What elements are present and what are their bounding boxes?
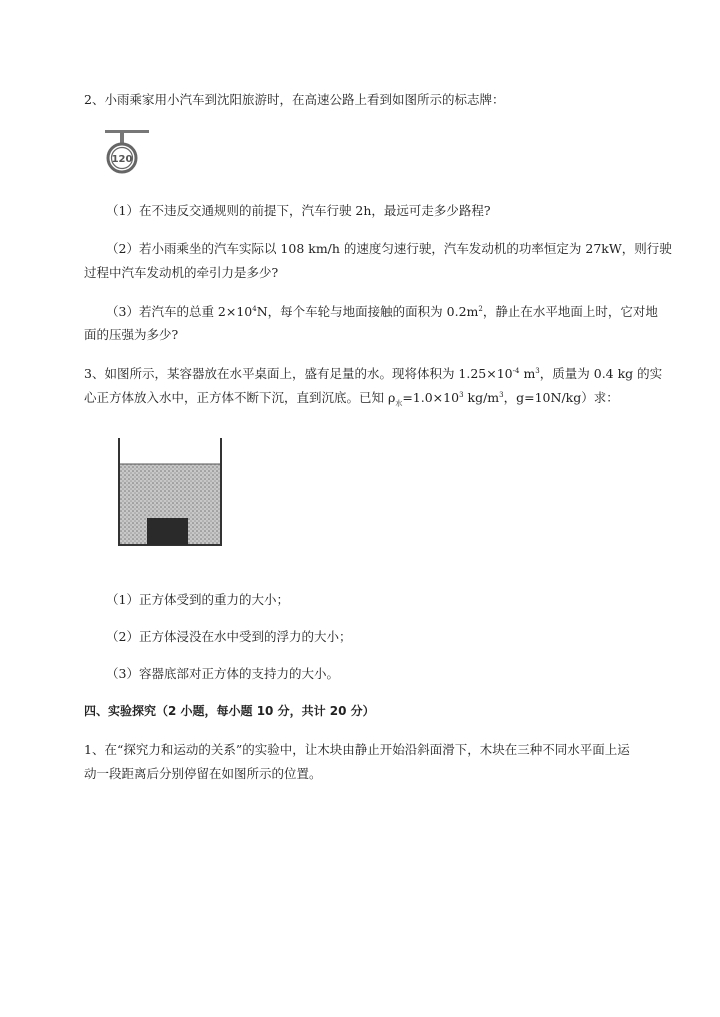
text: N，每个车轮与地面接触的面积为 0.2m: [256, 304, 479, 319]
exponent: 3: [499, 390, 504, 399]
text: 心正方体放入水中，正方体不断下沉，直到沉底。已知 ρ: [84, 390, 396, 405]
q3-stem-line1: [84, 364, 662, 382]
speed-limit-sign-figure: [104, 128, 150, 176]
q3-part3: （3）容器底部对正方体的支持力的大小。: [106, 666, 339, 681]
speed-limit-value: 120: [111, 154, 133, 165]
q2-part1: （1）在不违反交通规则的前提下，汽车行驶 2h，最远可走多少路程?: [106, 203, 491, 218]
container-with-cube-figure: [116, 438, 224, 548]
text: m: [519, 366, 536, 381]
q2-part3-line1: [106, 302, 658, 320]
text: =1.0×10: [402, 390, 460, 405]
text: 3、如图所示，某容器放在水平桌面上，盛有足量的水。现将体积为 1.25×10: [84, 366, 513, 381]
exponent: 3: [535, 366, 540, 375]
text: ，g=10N/kg）求：: [503, 390, 619, 405]
cube: [147, 518, 188, 545]
subscript: 水: [395, 399, 403, 408]
exponent: 3: [459, 390, 464, 399]
q2-part2-line1: （2）若小雨乘坐的汽车实际以 108 km/h 的速度匀速行驶，汽车发动机的功率恒定为 27kW，则行驶: [106, 241, 672, 256]
section-heading: 四、实验探究（2 小题，每小题 10 分，共计 20 分）: [84, 704, 375, 718]
q3-stem-line2: [84, 388, 619, 409]
text: ，质量为 0.4 kg 的实: [539, 366, 663, 381]
q2-stem: 2、小雨乘家用小汽车到沈阳旅游时，在高速公路上看到如图所示的标志牌：: [84, 92, 505, 107]
q2-part3-line2: 面的压强为多少?: [84, 327, 179, 342]
q4-stem-line1: 1、在“探究力和运动的关系”的实验中，让木块由静止开始沿斜面滑下，木块在三种不同水平面上运: [84, 742, 630, 757]
exponent: -4: [512, 366, 520, 375]
exponent: 4: [252, 304, 257, 313]
text: ，静止在水平地面上时，它对地: [482, 304, 658, 319]
q3-part2: （2）正方体浸没在水中受到的浮力的大小；: [106, 629, 352, 644]
q2-part2-line2: 过程中汽车发动机的牵引力是多少?: [84, 265, 279, 280]
exponent: 2: [478, 304, 483, 313]
q3-part1: （1）正方体受到的重力的大小；: [106, 592, 289, 607]
q4-stem-line2: 动一段距离后分别停留在如图所示的位置。: [84, 766, 322, 781]
text: kg/m: [463, 390, 500, 405]
text: （3）若汽车的总重 2×10: [106, 304, 253, 319]
